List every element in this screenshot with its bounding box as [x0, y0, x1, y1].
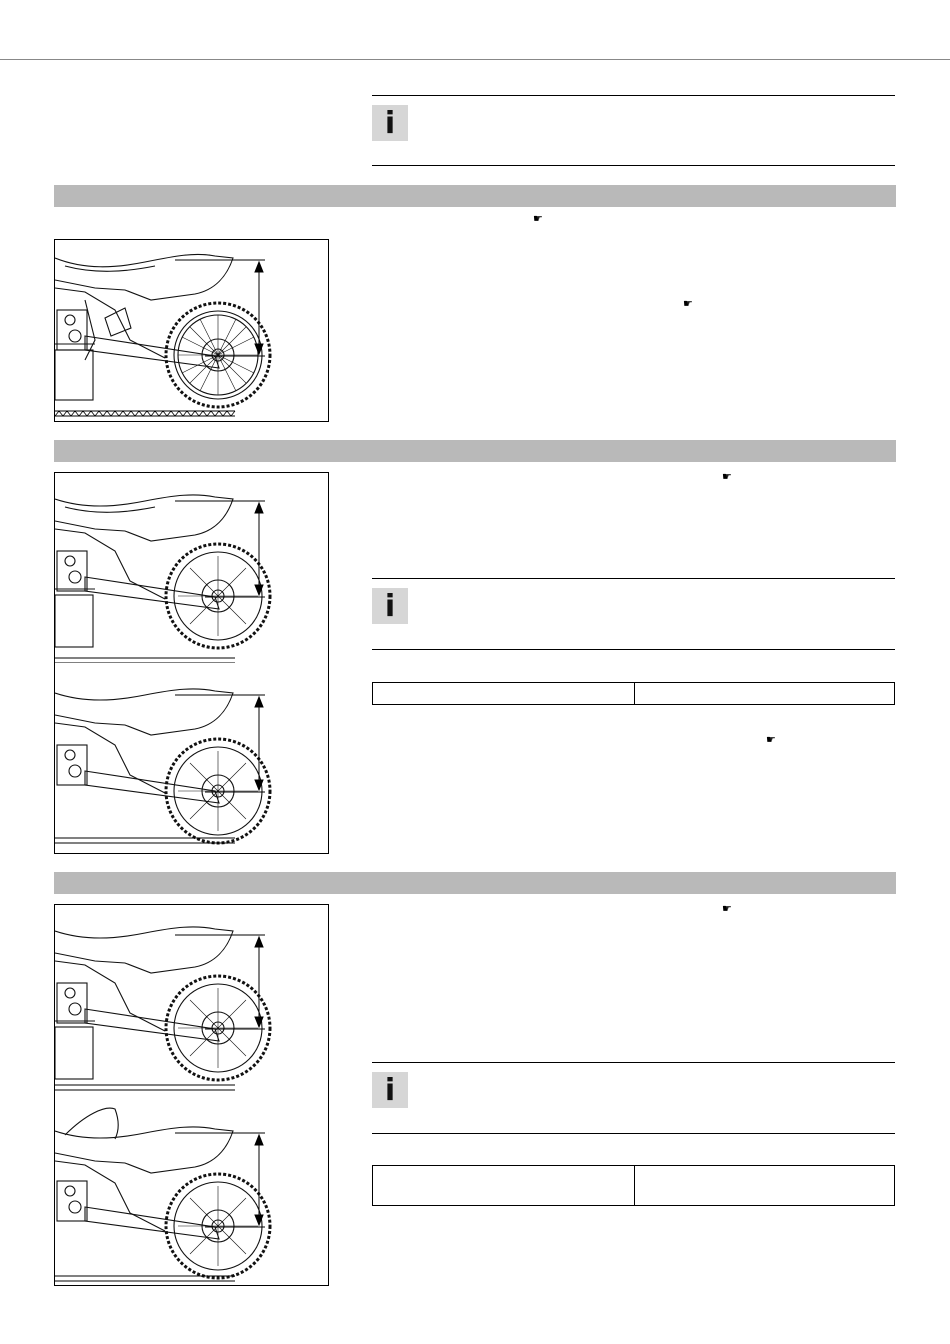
note-top-rule	[372, 95, 895, 96]
pointing-hand-icon: ☛	[533, 212, 543, 225]
info-icon: i	[372, 105, 408, 141]
motorcycle-rear-illustration	[55, 473, 328, 663]
header-rule	[0, 59, 950, 60]
motorcycle-rear-illustration	[55, 1095, 328, 1285]
note-bottom-rule	[372, 165, 895, 166]
figure-rider-sag-pair	[54, 904, 329, 1286]
note-top-rule	[372, 1062, 895, 1063]
figure-rear-suspension-unloaded	[54, 239, 329, 422]
motorcycle-rear-illustration	[55, 905, 328, 1095]
section-heading-bar	[54, 185, 896, 207]
pointing-hand-icon: ☛	[722, 470, 732, 483]
pointing-hand-icon: ☛	[683, 297, 693, 310]
note-bottom-rule	[372, 649, 895, 650]
spec-table	[372, 1165, 895, 1206]
section-heading-bar	[54, 440, 896, 462]
info-icon: i	[372, 1072, 408, 1108]
spec-table-value-cell	[635, 1166, 894, 1205]
pointing-hand-icon: ☛	[766, 733, 776, 746]
spec-table	[372, 682, 895, 705]
note-bottom-rule	[372, 1133, 895, 1134]
rider-leg	[65, 1108, 118, 1139]
spec-table-label-cell	[373, 683, 634, 704]
note-top-rule	[372, 578, 895, 579]
motorcycle-rear-illustration	[55, 240, 328, 421]
section-heading-bar	[54, 872, 896, 894]
spec-table-value-cell	[635, 683, 894, 704]
figure-static-sag-pair	[54, 472, 329, 854]
motorcycle-rear-illustration	[55, 663, 328, 853]
spec-table-label-cell	[373, 1166, 634, 1205]
info-icon: i	[372, 588, 408, 624]
pointing-hand-icon: ☛	[722, 902, 732, 915]
